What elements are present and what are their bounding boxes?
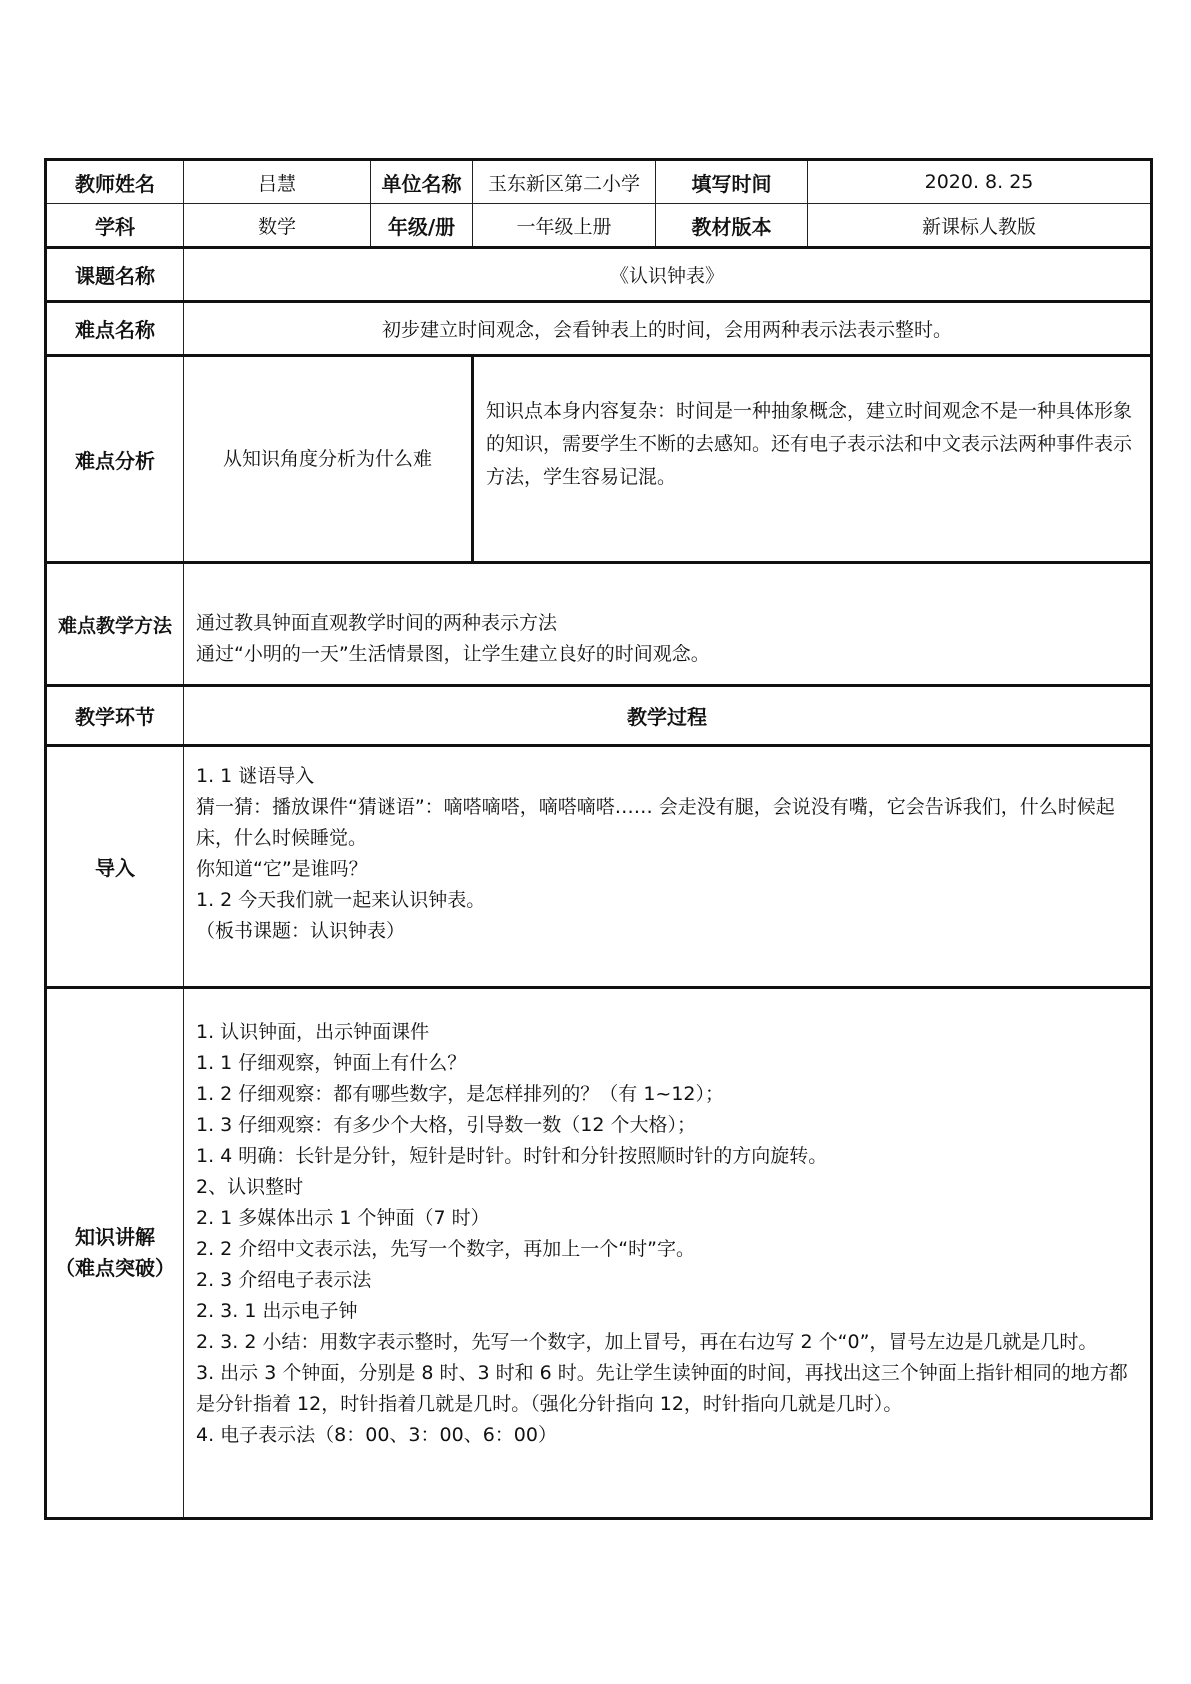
method-line-2: 通过“小明的一天”生活情景图，让学生建立良好的时间观念。 [196, 643, 710, 665]
unit-value: 玉东新区第二小学 [473, 160, 656, 204]
topic-label: 课题名称 [46, 248, 184, 302]
difficulty-value: 初步建立时间观念，会看钟表上的时间，会用两种表示法表示整时。 [184, 302, 1152, 356]
lesson-plan-sheet [44, 158, 1150, 1520]
method-text [184, 563, 1152, 686]
date-label: 填写时间 [656, 160, 808, 204]
teacher-value: 吕慧 [184, 160, 371, 204]
difficulty-row [46, 302, 1152, 356]
unit-label: 单位名称 [371, 160, 473, 204]
knowledge-line-10: 2. 3. 1 出示电子钟 [196, 1300, 358, 1322]
date-value: 2020. 8. 25 [808, 160, 1152, 204]
intro-label: 导入 [46, 746, 184, 988]
edition-value: 新课标人教版 [808, 204, 1152, 248]
section-header-row [46, 686, 1152, 746]
intro-line-2: 猜一猜：播放课件“猜谜语”：嘀嗒嘀嗒，嘀嗒嘀嗒…… 会走没有腿，会说没有嘴，它会告诉我们，什么时候起床，什么时候睡觉。 [196, 796, 1115, 849]
subject-label: 学科 [46, 204, 184, 248]
knowledge-label [46, 988, 184, 1519]
analysis-sub-label: 从知识角度分析为什么难 [184, 356, 473, 563]
header-row-1 [46, 160, 1152, 204]
knowledge-line-13: 4. 电子表示法（8：00、3：00、6：00） [196, 1424, 557, 1446]
section-left-label: 教学环节 [46, 686, 184, 746]
method-row [46, 563, 1152, 686]
teacher-label: 教师姓名 [46, 160, 184, 204]
knowledge-line-11: 2. 3. 2 小结：用数字表示整时，先写一个数字，加上冒号，再在右边写 2 个“0”，冒号左边是几就是几时。 [196, 1331, 1098, 1353]
method-label: 难点教学方法 [46, 563, 184, 686]
grade-label: 年级/册 [371, 204, 473, 248]
intro-line-3: 你知道“它”是谁吗？ [196, 858, 368, 880]
analysis-row [46, 356, 1152, 563]
edition-label: 教材版本 [656, 204, 808, 248]
knowledge-label-line-2: （难点突破） [55, 1256, 175, 1280]
intro-line-4: 1. 2 今天我们就一起来认识钟表。 [196, 889, 486, 911]
method-line-1: 通过教具钟面直观教学时间的两种表示方法 [196, 612, 558, 634]
analysis-text: 知识点本身内容复杂：时间是一种抽象概念，建立时间观念不是一种具体形象的知识，需要学生不断的去感知。还有电子表示法和中文表示法两种事件表示方法，学生容易记混。 [473, 356, 1152, 563]
intro-row [46, 746, 1152, 988]
knowledge-line-6: 2、认识整时 [196, 1176, 304, 1198]
knowledge-line-7: 2. 1 多媒体出示 1 个钟面（7 时） [196, 1207, 490, 1229]
section-right-label: 教学过程 [184, 686, 1152, 746]
difficulty-label: 难点名称 [46, 302, 184, 356]
knowledge-line-9: 2. 3 介绍电子表示法 [196, 1269, 372, 1291]
knowledge-label-line-1: 知识讲解 [75, 1225, 155, 1249]
knowledge-text [184, 988, 1152, 1519]
knowledge-line-8: 2. 2 介绍中文表示法，先写一个数字，再加上一个“时”字。 [196, 1238, 695, 1260]
grade-value: 一年级上册 [473, 204, 656, 248]
lesson-plan-table [44, 158, 1153, 1520]
knowledge-line-3: 1. 2 仔细观察：都有哪些数字，是怎样排列的？（有 1~12）； [196, 1083, 725, 1105]
knowledge-line-12: 3. 出示 3 个钟面，分别是 8 时、3 时和 6 时。先让学生读钟面的时间，再找出这三个钟面上指针相同的地方都是分针指着 12，时针指着几就是几时。（强化分针指向 12，时针指向几就是几时）。 [196, 1362, 1128, 1415]
analysis-label: 难点分析 [46, 356, 184, 563]
knowledge-row [46, 988, 1152, 1519]
knowledge-line-2: 1. 1 仔细观察，钟面上有什么？ [196, 1052, 467, 1074]
topic-value: 《认识钟表》 [184, 248, 1152, 302]
subject-value: 数学 [184, 204, 371, 248]
knowledge-line-1: 1. 认识钟面，出示钟面课件 [196, 1021, 430, 1043]
intro-text [184, 746, 1152, 988]
header-row-2 [46, 204, 1152, 248]
knowledge-line-5: 1. 4 明确：长针是分针，短针是时针。时针和分针按照顺时针的方向旋转。 [196, 1145, 828, 1167]
topic-row [46, 248, 1152, 302]
knowledge-line-4: 1. 3 仔细观察：有多少个大格，引导数一数（12 个大格）； [196, 1114, 697, 1136]
intro-line-5: （板书课题：认识钟表） [196, 920, 406, 942]
intro-line-1: 1. 1 谜语导入 [196, 765, 315, 787]
